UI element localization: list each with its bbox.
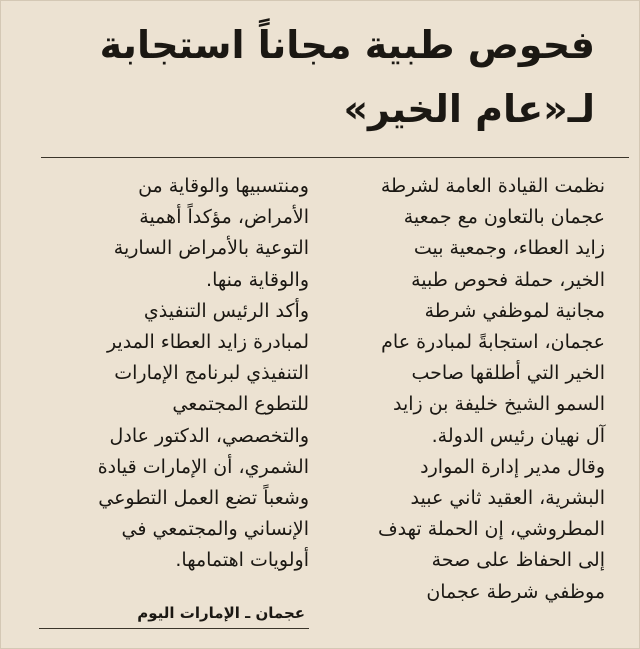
body-line: وقال مدير إدارة الموارد [420, 455, 605, 478]
body-line: إلى الحفاظ على صحة [431, 549, 605, 572]
body-line: وشعباً تضع العمل التطوعي [98, 487, 309, 510]
body-line: آل نهيان رئيس الدولة. [431, 424, 605, 447]
byline-rule [39, 628, 309, 629]
body-line: السمو الشيخ خليفة بن زايد [392, 393, 605, 416]
body-line: الخير، حملة فحوص طبية [411, 268, 605, 291]
article-column-left [24, 171, 309, 577]
body-line: الشمري، أن الإمارات قيادة [97, 455, 309, 478]
body-line: البشرية، العقيد ثاني عبيد [410, 487, 605, 510]
body-line: زايد العطاء، وجمعية بيت [413, 237, 605, 260]
byline: عجمان ـ الإمارات اليوم [137, 604, 305, 622]
column-gutter [319, 171, 320, 621]
body-line: التنفيذي لبرنامج الإمارات [114, 362, 309, 385]
body-line: الأمراض، مؤكداً أهمية [139, 206, 309, 229]
body-line: الإنساني والمجتمعي في [121, 518, 309, 541]
body-line: للتطوع المجتمعي [172, 393, 309, 416]
headline-line-2: لـ«عام الخير» [343, 87, 595, 131]
headline [35, 13, 595, 141]
headline-divider [41, 157, 629, 158]
body-line: والوقاية منها. [206, 268, 309, 291]
body-line: عجمان بالتعاون مع جمعية [403, 206, 605, 229]
body-line: أولويات اهتمامها. [175, 549, 309, 572]
body-line: موظفي شرطة عجمان [426, 580, 605, 603]
body-line: ومنتسبيها والوقاية من [138, 175, 309, 197]
article-column-right [325, 171, 605, 608]
body-line: مجانية لموظفي شرطة [424, 299, 605, 322]
body-line: والتخصصي، الدكتور عادل [109, 424, 309, 447]
body-line: المطروشي، إن الحملة تهدف [377, 518, 605, 541]
body-line: الخير التي أطلقها صاحب [411, 362, 605, 385]
body-line: وأكد الرئيس التنفيذي [143, 299, 309, 322]
body-line: نظمت القيادة العامة لشرطة [380, 175, 605, 197]
body-line: التوعية بالأمراض السارية [113, 237, 309, 260]
headline-line-1: فحوص طبية مجاناً استجابة [99, 23, 595, 67]
body-line: عجمان، استجابةً لمبادرة عام [381, 331, 605, 354]
body-line: لمبادرة زايد العطاء المدير [106, 331, 309, 354]
